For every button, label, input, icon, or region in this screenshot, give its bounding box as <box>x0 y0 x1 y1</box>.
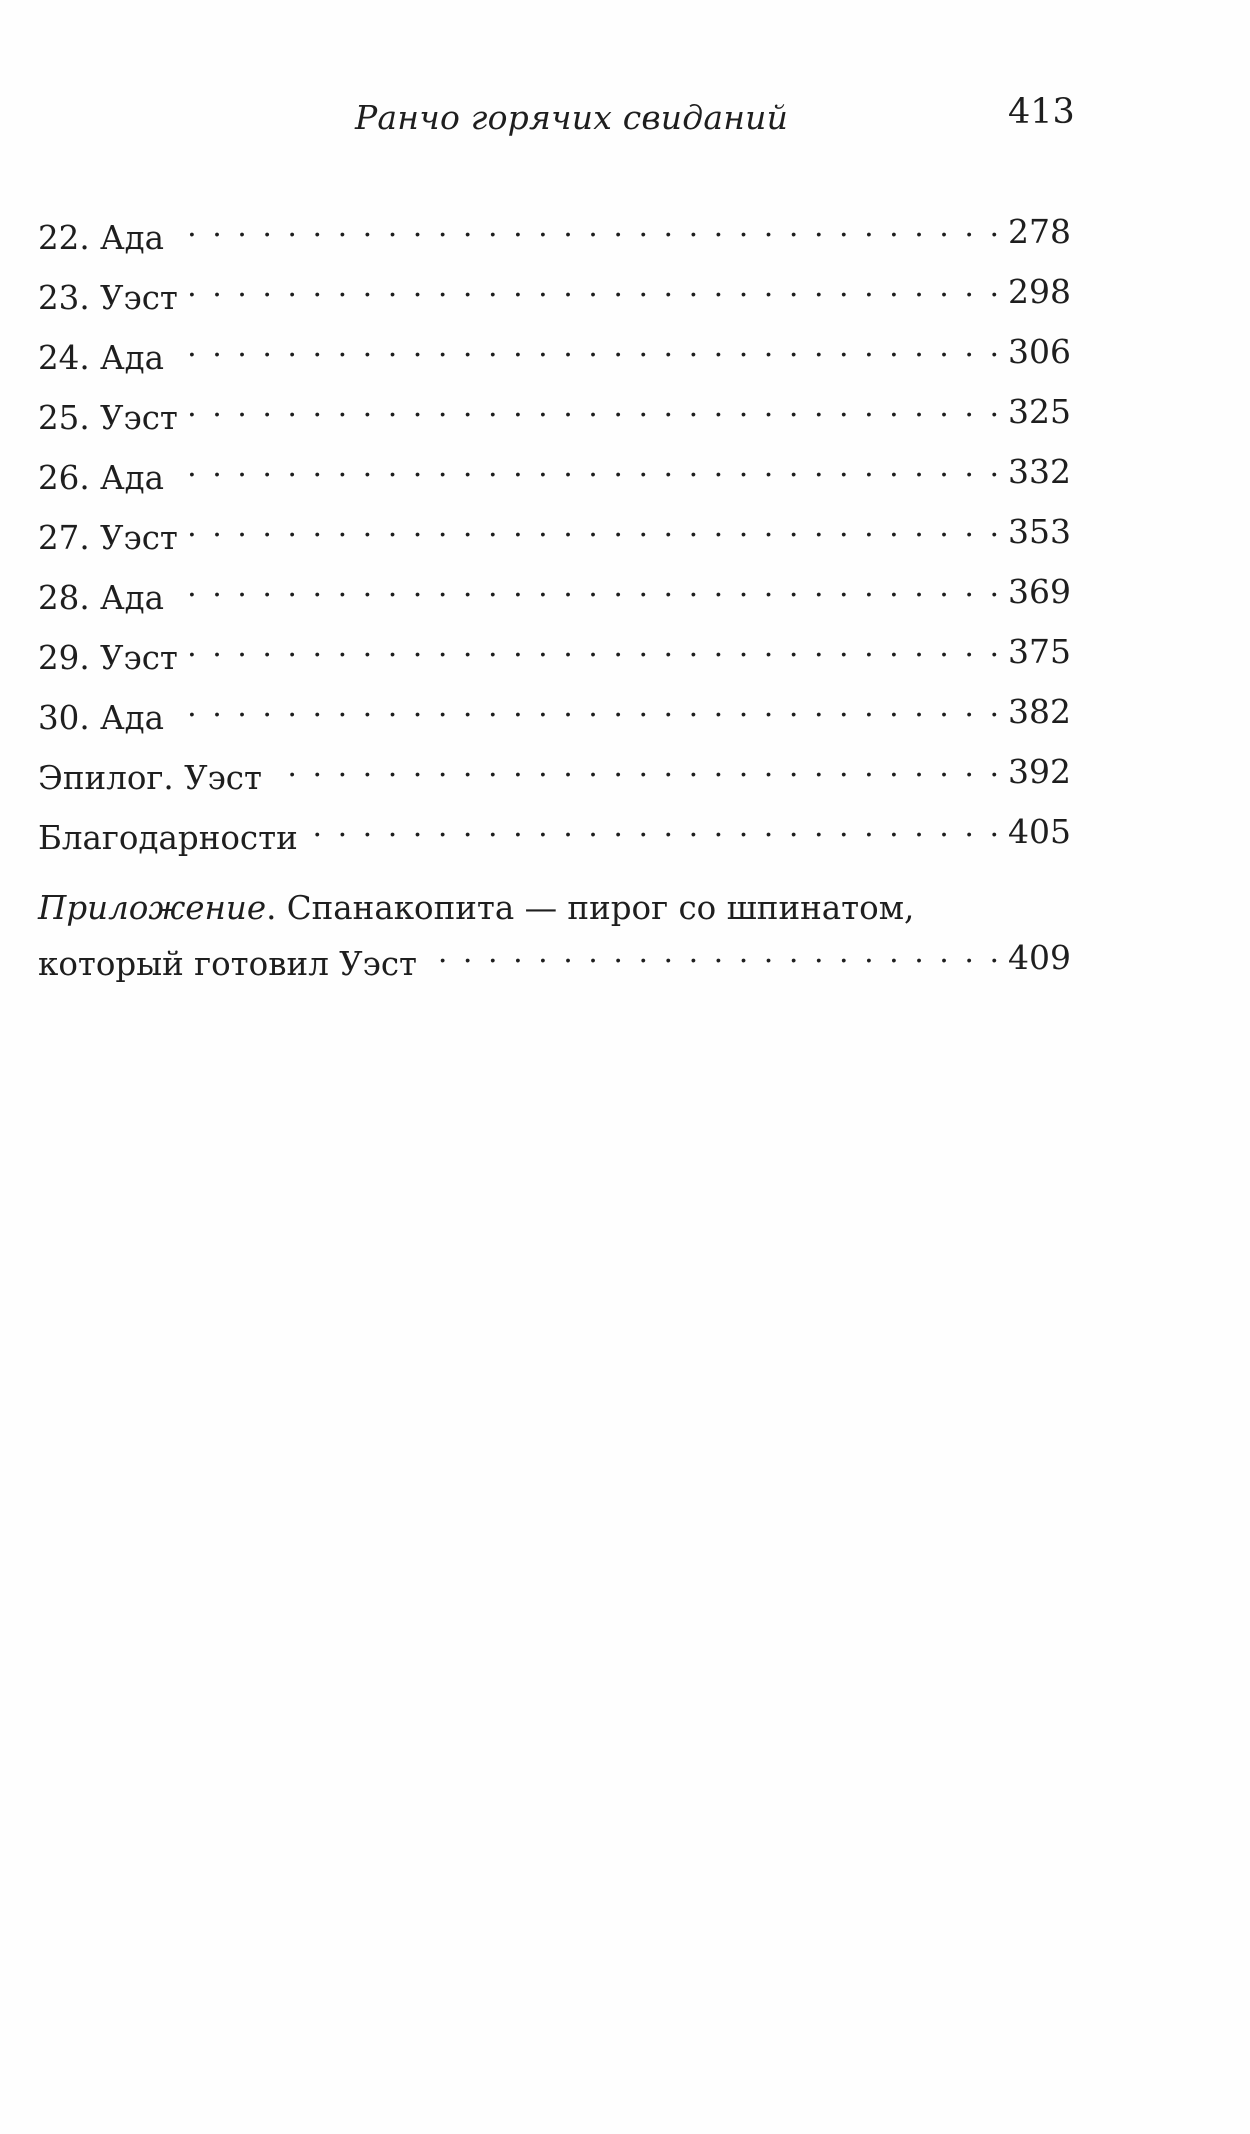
page-number: 413 <box>1008 92 1075 132</box>
toc-appendix-line-2 <box>38 934 1071 994</box>
toc-entry <box>38 448 1071 508</box>
dot-leader <box>174 329 1002 369</box>
toc-entry-label: 27. Уэст <box>38 519 178 557</box>
toc-entry <box>38 808 1071 868</box>
running-title: Ранчо горячих свиданий <box>355 98 789 137</box>
toc-entry-page: 409 <box>1008 938 1071 977</box>
toc-entry-label: 29. Уэст <box>38 639 178 677</box>
toc-entry-page: 278 <box>1008 212 1071 251</box>
toc-appendix-title <box>38 882 914 934</box>
toc-entry <box>38 748 1071 808</box>
toc-entry-label: 23. Уэст <box>38 279 178 317</box>
toc-entry-label: 30. Ада <box>38 699 165 737</box>
dot-leader <box>272 749 1002 789</box>
toc-appendix-line-1 <box>38 882 1071 934</box>
toc-entry-page: 369 <box>1008 572 1071 611</box>
dot-leader <box>174 569 1002 609</box>
toc-entry-label: 26. Ада <box>38 459 165 497</box>
toc-entry <box>38 688 1071 748</box>
dot-leader <box>427 935 1002 975</box>
toc-entry-page: 375 <box>1008 632 1071 671</box>
toc-entry-page: 332 <box>1008 452 1071 491</box>
toc-entry-label: Эпилог. Уэст <box>38 759 262 797</box>
toc-entry-page: 382 <box>1008 692 1071 731</box>
toc-entry <box>38 388 1071 448</box>
toc-entry-label: 22. Ада <box>38 219 165 257</box>
toc-appendix-continuation: который готовил Уэст <box>38 945 418 983</box>
dot-leader <box>174 449 1002 489</box>
table-of-contents <box>38 208 1071 994</box>
toc-entry-page: 353 <box>1008 512 1071 551</box>
toc-entry-label: 25. Уэст <box>38 399 178 437</box>
dot-leader <box>188 509 1002 549</box>
toc-entry-page: 306 <box>1008 332 1071 371</box>
toc-entry <box>38 328 1071 388</box>
toc-entry-page: 298 <box>1008 272 1071 311</box>
toc-entry-page: 325 <box>1008 392 1071 431</box>
appendix-title-rest: . Спанакопита — пирог со шпинатом, <box>266 889 915 927</box>
toc-entry-label: 24. Ада <box>38 339 165 377</box>
toc-entry <box>38 508 1071 568</box>
dot-leader <box>188 389 1002 429</box>
toc-entry <box>38 568 1071 628</box>
toc-entry-page: 392 <box>1008 752 1071 791</box>
toc-entry-label: Благодарности <box>38 819 298 857</box>
appendix-prefix: Приложение <box>38 889 267 927</box>
toc-entry-page: 405 <box>1008 812 1071 851</box>
running-head <box>0 92 1250 142</box>
toc-entry <box>38 628 1071 688</box>
dot-leader <box>174 689 1002 729</box>
dot-leader <box>174 209 1002 249</box>
dot-leader <box>308 809 1002 849</box>
toc-entry <box>38 208 1071 268</box>
toc-entry-label: 28. Ада <box>38 579 165 617</box>
toc-entry <box>38 268 1071 328</box>
dot-leader <box>188 269 1002 309</box>
dot-leader <box>188 629 1002 669</box>
